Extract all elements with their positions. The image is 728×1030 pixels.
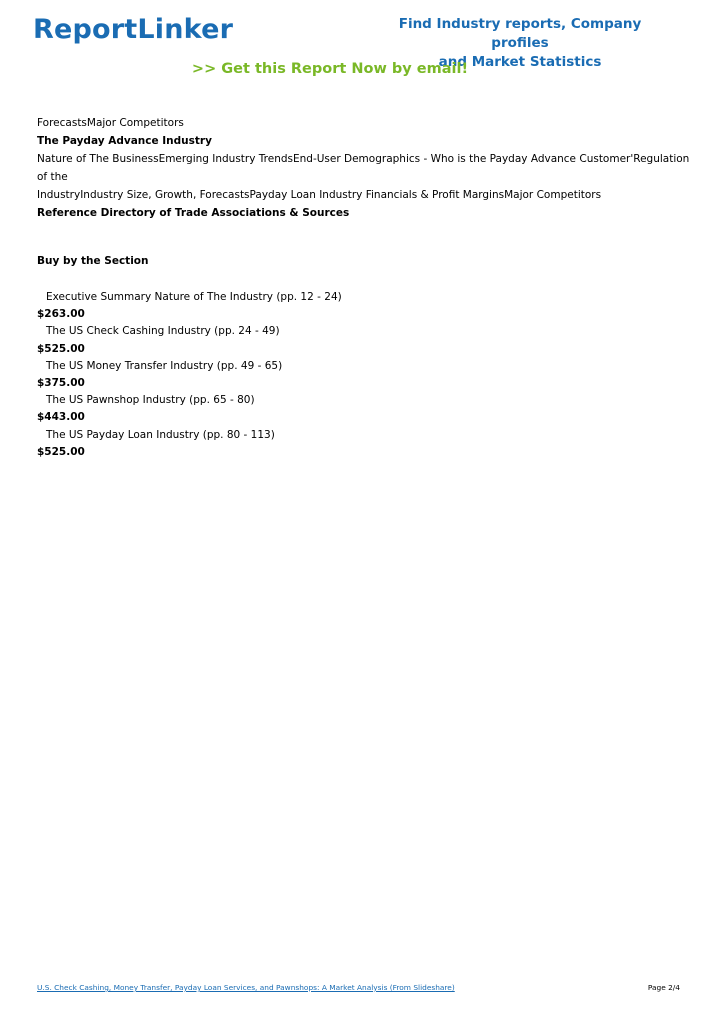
section-item bbox=[37, 289, 697, 323]
section-item-title: The US Check Cashing Industry (pp. 24 - 49) bbox=[46, 325, 280, 338]
toc-line: Nature of The BusinessEmerging Industry TrendsEnd-User Demographics - Who is the Payday Advance Customer'Regulation of the bbox=[37, 153, 690, 183]
section-item-price: $525.00 bbox=[37, 342, 85, 355]
toc-chapter-heading: Reference Directory of Trade Associations & Sources bbox=[37, 207, 350, 219]
section-item bbox=[37, 323, 697, 357]
report-toc-content bbox=[37, 114, 697, 222]
section-item-price: $375.00 bbox=[37, 377, 85, 390]
section-item-title: The US Money Transfer Industry (pp. 49 - 65) bbox=[46, 359, 283, 372]
buy-by-section-heading: Buy by the Section bbox=[37, 255, 149, 267]
tagline-line-1: Find Industry reports, Company profiles bbox=[398, 16, 642, 51]
section-item-price: $443.00 bbox=[37, 411, 85, 424]
toc-chapter-heading: The Payday Advance Industry bbox=[37, 135, 212, 147]
section-item-title: The US Payday Loan Industry (pp. 80 - 113) bbox=[46, 428, 275, 441]
reportlinker-logo[interactable]: ReportLinker bbox=[33, 14, 234, 45]
toc-line: ForecastsMajor Competitors bbox=[37, 117, 184, 129]
section-item bbox=[37, 392, 697, 426]
toc-line: IndustryIndustry Size, Growth, ForecastsPayday Loan Industry Financials & Profit MarginsMajor Competitors bbox=[37, 189, 602, 201]
section-item-price: $263.00 bbox=[37, 308, 85, 321]
section-item-title: Executive Summary Nature of The Industry (pp. 12 - 24) bbox=[46, 291, 342, 303]
get-report-email-link[interactable]: >> Get this Report Now by email! bbox=[191, 61, 469, 77]
section-price-list bbox=[37, 289, 697, 461]
section-item-price: $525.00 bbox=[37, 445, 85, 458]
footer-report-link[interactable]: U.S. Check Cashing, Money Transfer, Payday Loan Services, and Pawnshops: A Market Analysis (From Slideshare) bbox=[37, 983, 455, 992]
tagline-line-2: and Market Statistics bbox=[438, 54, 602, 70]
section-item bbox=[37, 358, 697, 392]
section-item bbox=[37, 427, 697, 461]
section-item-title: The US Pawnshop Industry (pp. 65 - 80) bbox=[46, 394, 255, 407]
page-number: Page 2/4 bbox=[647, 983, 680, 992]
